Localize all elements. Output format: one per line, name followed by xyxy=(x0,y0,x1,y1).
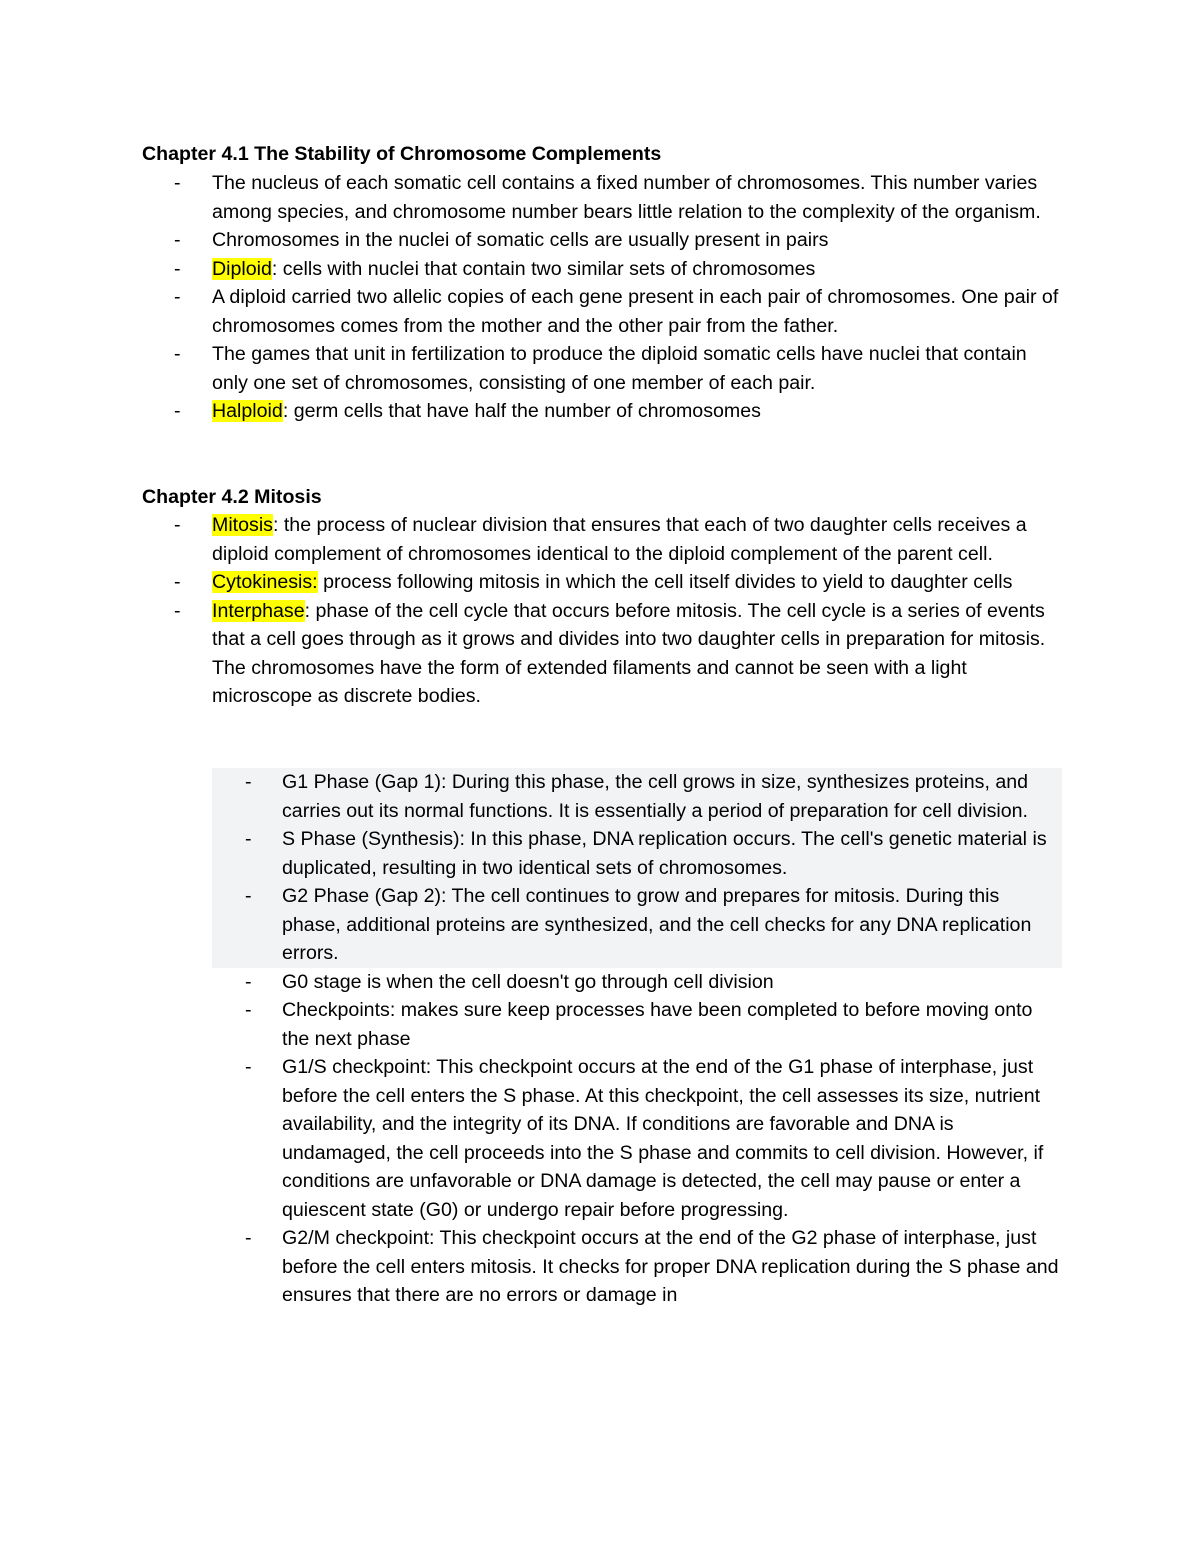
chapter-4-1-list xyxy=(142,169,1062,426)
list-item xyxy=(142,169,1062,226)
bullet-dash: - xyxy=(174,172,181,194)
highlighted-term-mitosis: Mitosis xyxy=(212,514,273,536)
item-text: process following mitosis in which the cell itself divides to yield to daughter cells xyxy=(317,571,1013,593)
bullet-dash: - xyxy=(174,229,181,251)
item-text: Checkpoints: makes sure keep processes have been completed to before moving onto the next phase xyxy=(282,999,1033,1050)
cell-cycle-sublist xyxy=(212,768,1062,1310)
highlighted-term-interphase: Interphase xyxy=(212,599,305,622)
highlighted-term-cytokinesis: Cytokinesis: xyxy=(212,571,318,593)
list-item xyxy=(142,255,1062,284)
list-item xyxy=(142,397,1062,426)
bullet-dash: - xyxy=(174,599,181,622)
sub-list-item xyxy=(212,825,1062,882)
chapter-4-2-heading: Chapter 4.2 Mitosis xyxy=(142,486,322,508)
bullet-dash: - xyxy=(174,286,181,308)
bullet-dash: - xyxy=(174,571,181,593)
bullet-dash: - xyxy=(245,1227,252,1249)
sub-list-item xyxy=(212,1053,1062,1224)
bullet-dash: - xyxy=(245,999,252,1021)
bullet-dash: - xyxy=(174,400,181,422)
list-item xyxy=(142,226,1062,255)
list-item xyxy=(142,283,1062,340)
highlighted-term-halploid: Halploid xyxy=(212,400,283,422)
item-text: The games that unit in fertilization to produce the diploid somatic cells have nuclei that contain only one set of chromosomes, consisting of one member of each pair. xyxy=(212,343,1027,394)
chapter-4-1-heading: Chapter 4.1 The Stability of Chromosome Complements xyxy=(142,143,662,165)
bullet-dash: - xyxy=(245,1056,252,1078)
list-item xyxy=(142,340,1062,397)
item-text: : germ cells that have half the number of chromosomes xyxy=(282,400,761,422)
sub-list-item xyxy=(212,968,1062,997)
item-text: G2 Phase (Gap 2): The cell continues to grow and prepares for mitosis. During this phase, additional proteins are synthesized, and the cell checks for any DNA replication errors. xyxy=(282,885,1032,964)
bullet-dash: - xyxy=(174,514,181,536)
list-item xyxy=(142,597,1062,711)
chapter-4-2-list xyxy=(142,511,1062,711)
item-text: G1 Phase (Gap 1): During this phase, the cell grows in size, synthesizes proteins, and carries out its normal functions. It is essentially a period of preparation for cell division. xyxy=(282,771,1029,822)
bullet-dash: - xyxy=(245,828,252,850)
list-item xyxy=(142,568,1062,597)
item-text: : the process of nuclear division that ensures that each of two daughter cells receives a diploid complement of chromosomes identical to the diploid complement of the parent cell. xyxy=(212,514,1027,565)
item-text: G2/M checkpoint: This checkpoint occurs at the end of the G2 phase of interphase, just before the cell enters mitosis. It checks for proper DNA replication during the S phase and ensures that there are no errors or damage in xyxy=(282,1227,1059,1306)
sub-list-item xyxy=(212,996,1062,1053)
item-text: : cells with nuclei that contain two similar sets of chromosomes xyxy=(271,257,816,280)
item-text: G0 stage is when the cell doesn't go through cell division xyxy=(282,970,774,993)
list-item xyxy=(142,511,1062,568)
bullet-dash: - xyxy=(174,343,181,365)
highlighted-term-diploid: Diploid xyxy=(212,257,272,280)
item-text: Chromosomes in the nuclei of somatic cells are usually present in pairs xyxy=(212,229,829,251)
sub-list-item xyxy=(212,1224,1062,1310)
bullet-dash: - xyxy=(245,970,252,993)
bullet-dash: - xyxy=(245,771,252,793)
sub-list-item xyxy=(212,882,1062,968)
sub-list-item xyxy=(212,768,1062,825)
item-text: The nucleus of each somatic cell contains a fixed number of chromosomes. This number varies among species, and chromosome number bears little relation to the complexity of the organism. xyxy=(212,172,1041,223)
item-text: S Phase (Synthesis): In this phase, DNA replication occurs. The cell's genetic material is duplicated, resulting in two identical sets of chromosomes. xyxy=(282,828,1047,879)
bullet-dash: - xyxy=(245,885,252,907)
item-text: : phase of the cell cycle that occurs before mitosis. The cell cycle is a series of events that a cell goes through as it grows and divides into two daughter cells in preparation for mitosis. The chromosomes have the form of extended filaments and cannot be seen with a light microscope as discrete bodies. xyxy=(212,599,1046,707)
item-text: G1/S checkpoint: This checkpoint occurs at the end of the G1 phase of interphase, just before the cell enters the S phase. At this checkpoint, the cell assesses its size, nutrient availability, and the integrity of its DNA. If conditions are favorable and DNA is undamaged, the cell proceeds into the S phase and commits to cell division. However, if conditions are unfavorable or DNA damage is detected, the cell may pause or enter a quiescent state (G0) or undergo repair before progressing. xyxy=(282,1056,1044,1221)
bullet-dash: - xyxy=(174,257,181,280)
item-text: A diploid carried two allelic copies of each gene present in each pair of chromosomes. One pair of chromosomes comes from the mother and the other pair from the father. xyxy=(212,286,1059,337)
